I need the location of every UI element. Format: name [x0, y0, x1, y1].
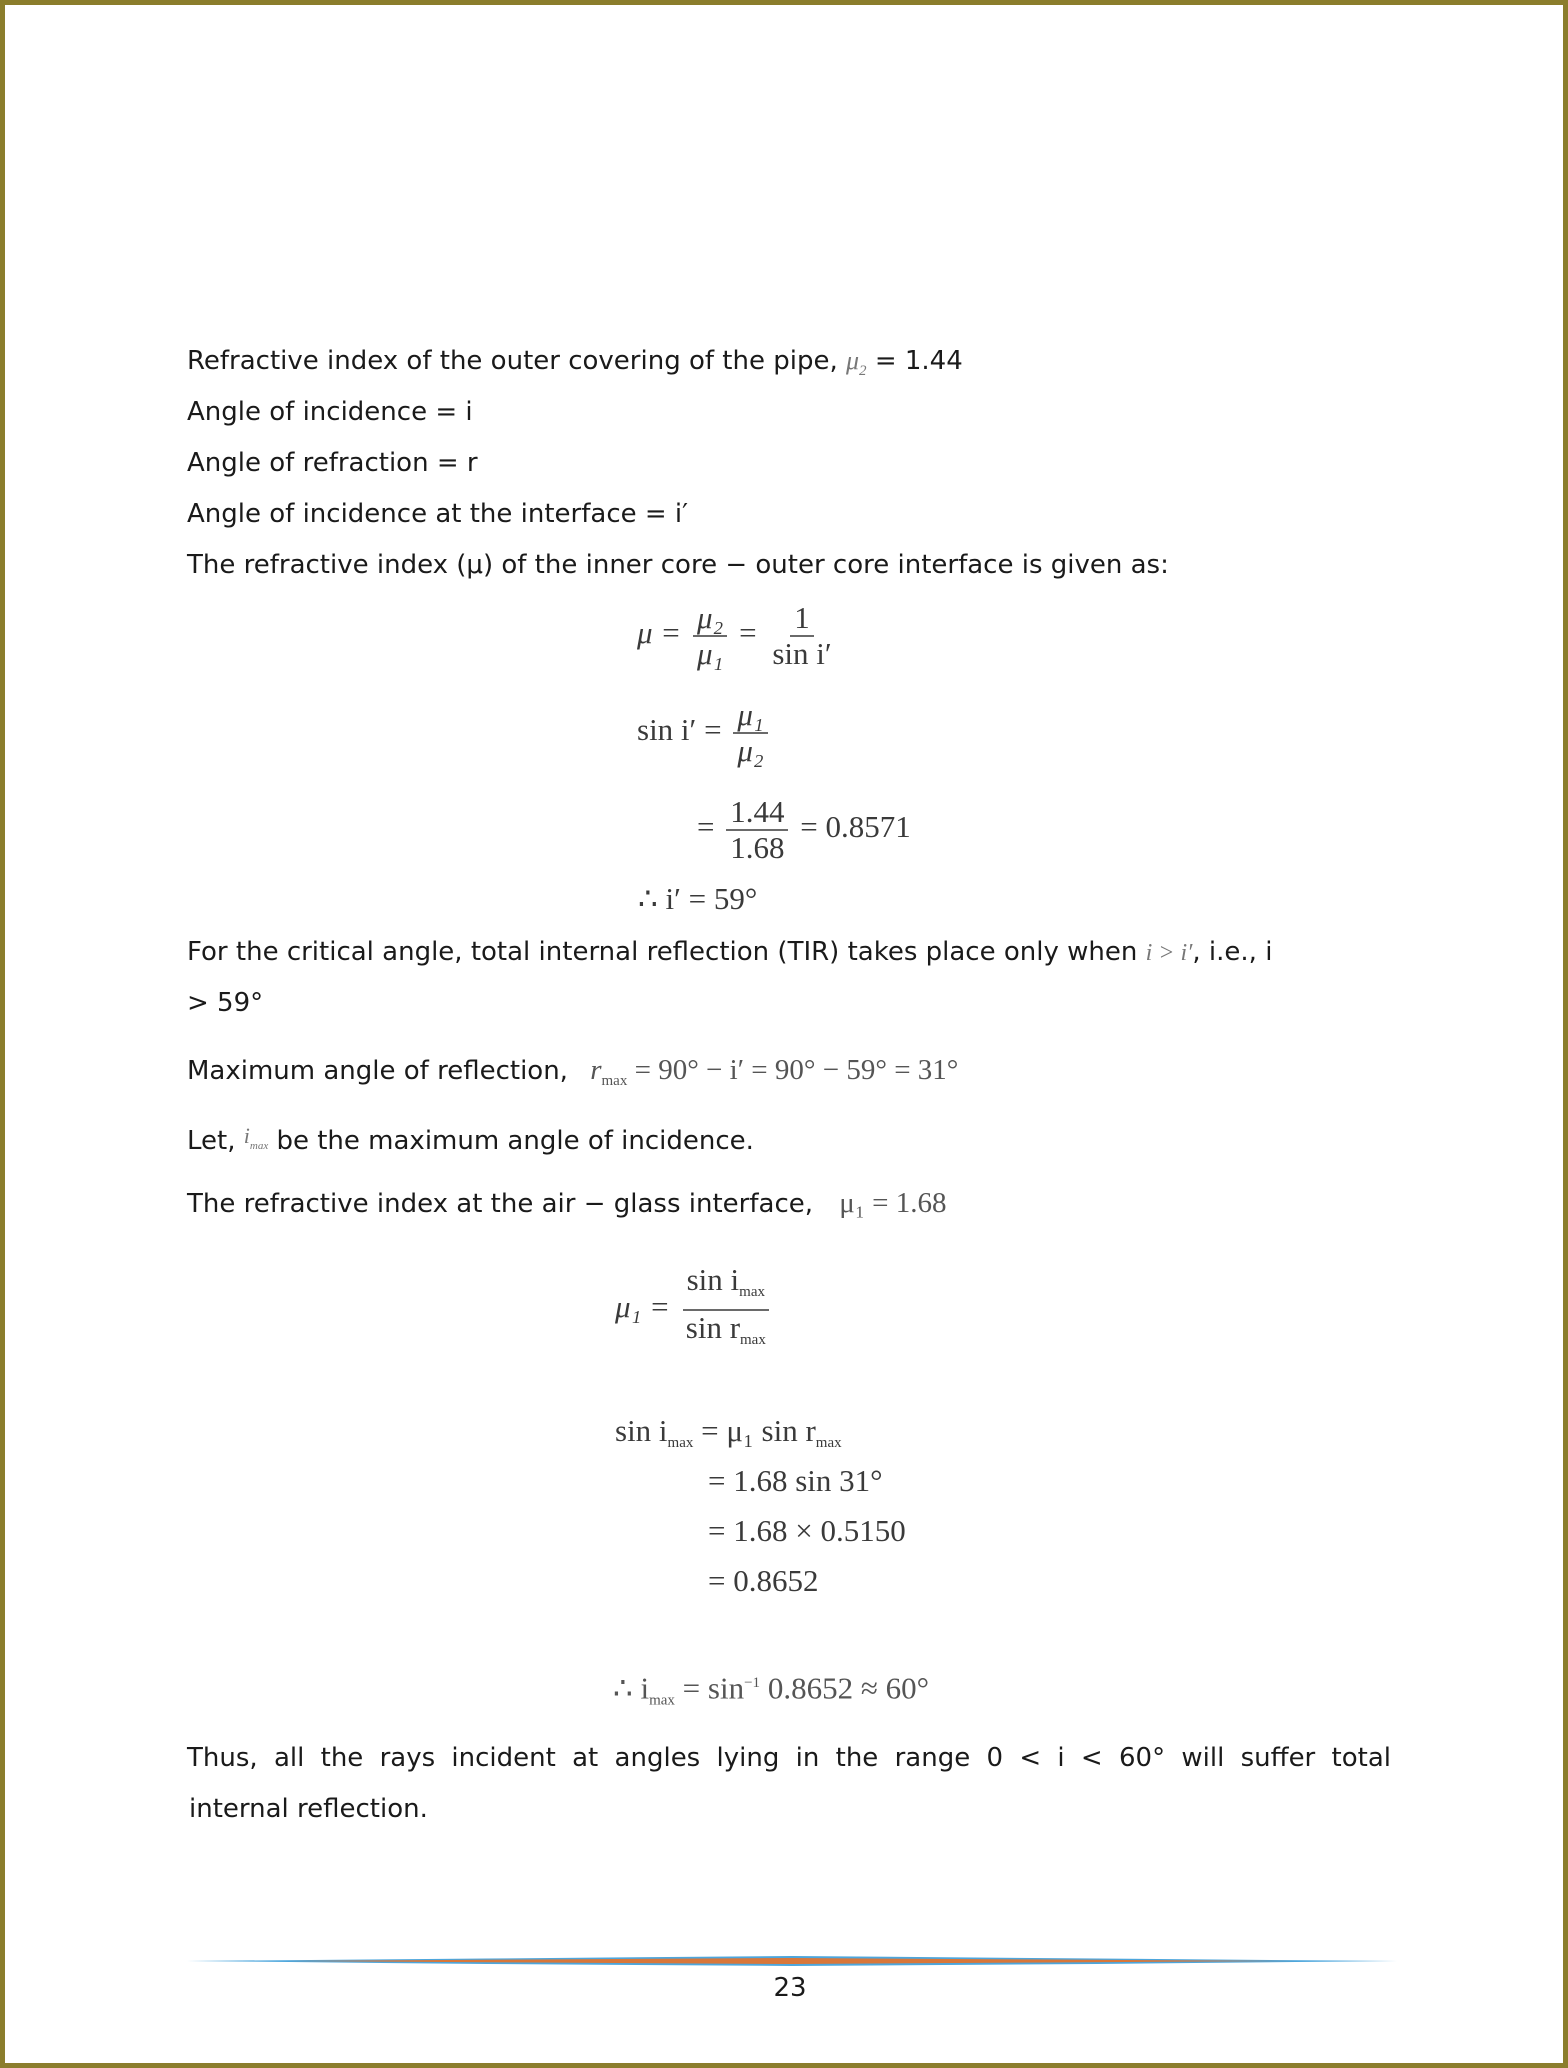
equation-sin-i-prime	[637, 698, 772, 768]
equation-r-max: $r_{max} = 90^\circ - i' = 90^\circ - 59^\circ = 31^\circ$	[590, 1054, 959, 1089]
eq-lhs: μ =	[637, 615, 682, 651]
page-number: 23	[773, 1973, 807, 2003]
text: Maximum angle of reflection,	[187, 1056, 568, 1086]
fraction-one-over-sin: $\frac{1}{\text{sin i′}}$	[772, 600, 832, 671]
fraction-mu2-mu1: $\frac{\text{μ₂}}{\text{μ₁}}$	[693, 601, 727, 671]
mu2-symbol: $\mu_2$	[845, 346, 867, 379]
paragraph-angle-incidence: Angle of incidence = i	[187, 397, 473, 427]
equals: =	[739, 615, 757, 651]
paragraph-angle-interface: Angle of incidence at the interface = i′	[187, 499, 689, 529]
equation-numeric-ratio	[697, 795, 911, 865]
equation-step-2: = 1.68 × 0.5150	[708, 1513, 906, 1548]
mu2-value: = 1.44	[874, 346, 963, 376]
i-max-symbol: imax	[243, 1123, 269, 1152]
paragraph-critical-angle	[187, 936, 1272, 969]
fraction-144-168: $\frac{1.44}{1.68}$	[726, 795, 788, 865]
equation-sin-imax: $\sin i_{max} = \mu_1$ $\sin r_{max}$	[615, 1413, 842, 1451]
paragraph-max-reflection	[187, 1054, 958, 1097]
equation-mu1-value: μ₁ = 1.68	[839, 1187, 947, 1219]
text: , i.e., i	[1192, 937, 1273, 967]
text: The refractive index at the air − glass interface,	[187, 1189, 813, 1219]
paragraph-critical-angle-cont: > 59°	[187, 988, 264, 1018]
paragraph-let-imax	[187, 1120, 754, 1162]
equation-snell-max	[615, 1263, 774, 1357]
paragraph-air-glass	[187, 1187, 947, 1220]
eq-lhs: μ₁ =	[615, 1289, 671, 1325]
footer-divider	[187, 1955, 1397, 1967]
text: For the critical angle, total internal reflection (TIR) takes place only when	[187, 937, 1138, 967]
paragraph-angle-refraction: Angle of refraction = r	[187, 448, 478, 478]
text: Let,	[187, 1126, 236, 1156]
paragraph-refractive-index-intro: The refractive index (μ) of the inner core − outer core interface is given as:	[187, 550, 1169, 580]
equation-step-3: = 0.8652	[708, 1563, 819, 1598]
paragraph-outer-covering	[187, 345, 963, 387]
equation-i-prime-result: ∴ i′ = 59°	[638, 881, 758, 916]
paragraph-conclusion-line1: Thus, all the rays incident at angles lying in the range 0 < i < 60° will suffer total	[187, 1743, 1391, 1773]
equals: =	[697, 809, 715, 845]
inline-condition: i > i′	[1145, 940, 1193, 966]
fraction-mu1-mu2: $\frac{\text{μ₁}}{\text{μ₂}}$	[733, 698, 767, 768]
eq-lhs: sin i′ =	[637, 712, 722, 748]
fraction-sin-imax-sin-rmax: $\frac{\sin i_{max}}{\sin r_{max}}$	[682, 1263, 770, 1357]
text: Refractive index of the outer covering of the pipe,	[187, 346, 838, 376]
equation-step-1: = 1.68 sin 31°	[708, 1463, 883, 1498]
text: be the maximum angle of incidence.	[276, 1126, 754, 1156]
eq-result: = 0.8571	[800, 809, 911, 845]
paragraph-conclusion-line2: internal reflection.	[189, 1794, 428, 1824]
equation-mu-ratio	[637, 601, 840, 671]
equation-imax-result: ∴ $i_{max} = \sin^{-1} 0.8652 \approx 60^\circ$	[613, 1670, 929, 1709]
